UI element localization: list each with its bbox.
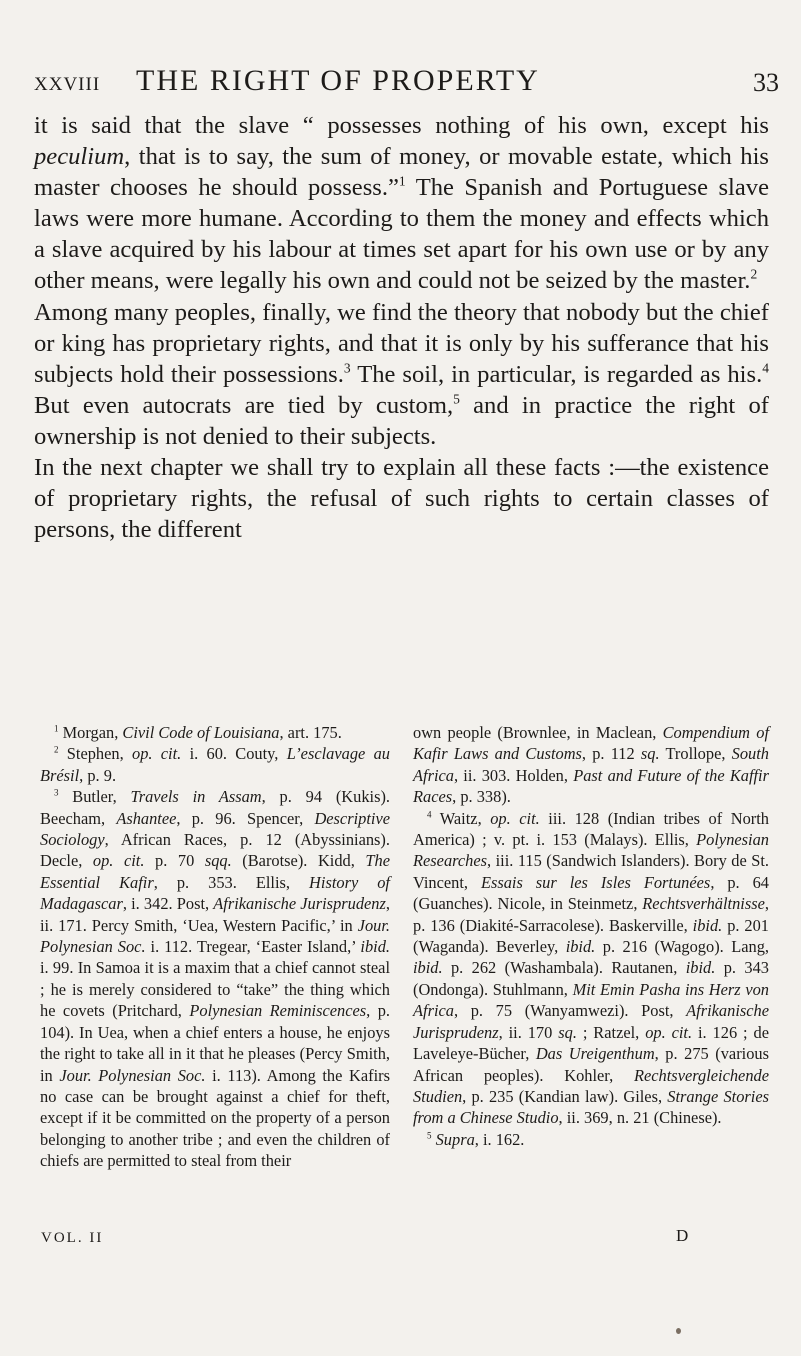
footnote-2: $^2$ Stephen, op. cit. i. 60. Couty, L’esclavage au Brésil, p. 9. <box>40 744 390 785</box>
volume-label: VOL. II <box>41 1230 104 1246</box>
paragraph-3: In the next chapter we shall try to explain all these facts :—the existence of proprietary rights, the refusal of such rights to certain classes of persons, the different <box>34 454 769 544</box>
footnote-ref: 4 <box>762 360 769 376</box>
signature-mark: D <box>676 1226 689 1245</box>
chapter-roman-numeral: XXVIII <box>34 74 101 95</box>
footnote-number: 2 <box>54 745 59 756</box>
footnote-3: $^3$ Butler, Travels in Assam, p. 94 (Kukis). Beecham, Ashantee, p. 96. Spencer, Descriptive Sociology, African Races, p. 12 (Abyssinians). Decle, op. cit. p. 70 sqq. (Barotse). Kidd, The Essential Kafir, p. 353. Ellis, History of Madagascar, i. 342. Post, Afrikanische Jurisprudenz, ii. 171. Percy Smith, ‘Uea, Western Pacific,’ in Jour. Polynesian Soc. i. 112. Tregear, ‘Easter Island,’ ibid. i. 99. In Samoa it is a maxim that a chief cannot steal ; he is merely considered to “take” the thing which he covets (Pritchard, Polynesian Reminiscences, p. 104). In Uea, when a chief enters a house, he enjoys the right to take all in it that he pleases (Percy Smith, in Jour. Polynesian Soc. i. 113). Among the Kafirs no case can be brought against a chief for theft, except if it be committed on the property of a person belonging to another tribe ; and even the children of chiefs are permitted to steal from their <box>40 787 391 1171</box>
footnote-ref: 5 <box>453 391 460 407</box>
footnote-ref: 3 <box>343 360 351 376</box>
footnote-ref: 2 <box>750 267 758 282</box>
footnotes-left-column <box>40 722 390 1172</box>
main-text <box>34 110 769 545</box>
footnote-number: 1 <box>54 723 59 734</box>
footnote-ref: 1 <box>398 173 406 189</box>
footnotes-right-column <box>413 722 769 1150</box>
footnote-1: $^1$ Morgan, Civil Code of Louisiana, art. 175. <box>54 723 342 742</box>
footnote-number: 4 <box>427 809 432 820</box>
paragraph-1: it is said that the slave “ possesses nothing of his own, except his peculium, that is to say, the sum of money, or movable estate, which his master chooses he should possess.”$^1$ The Spanish and Portuguese slave laws were more humane. According to them the money and effects which a slave acquired by his labour at times set apart for his own use or by any other means, were legally his own and could not be seized by the master.$^2$ <box>34 112 769 295</box>
ink-dot <box>676 1328 681 1334</box>
footnote-4: $^4$ Waitz, op. cit. iii. 128 (Indian tribes of North America) ; v. pt. i. 153 (Malays). Ellis, Polynesian Researches, iii. 115 (Sandwich Islanders). Bory de St. Vincent, Essais sur les Isles Fortunées, p. 64 (Guanches). Nicole, in Steinmetz, Rechtsverhältnisse, p. 136 (Diakité-Sarracolese). Baskerville, ibid. p. 201 (Waganda). Beverley, ibid. p. 216 (Wagogo). Lang, ibid. p. 262 (Washambala). Rautanen, ibid. p. 343 (Ondonga). Stuhlmann, Mit Emin Pasha ins Herz von Africa, p. 75 (Wanyamwezi). Post, Afrikanische Jurisprudenz, ii. 170 sq. ; Ratzel, op. cit. i. 126 ; de Laveleye-Bücher, Das Ureigenthum, p. 275 (various African peoples). Kohler, Rechtsvergleichende Studien, p. 235 (Kandian law). Giles, Strange Stories from a Chinese Studio, ii. 369, n. 21 (Chinese). <box>413 808 770 1128</box>
footnote-5: $^5$ Supra, i. 162. <box>427 1129 525 1149</box>
footnote-3-continued: own people (Brownlee, in Maclean, Compendium of Kafir Laws and Customs, p. 112 sq. Trollope, South Africa, ii. 303. Holden, Past and Future of the Kaffir Races, p. 338). <box>413 723 769 807</box>
page-number: 33 <box>753 68 779 97</box>
running-title: THE RIGHT OF PROPERTY <box>136 64 540 97</box>
footnote-number: 3 <box>54 787 59 798</box>
footnote-number: 5 <box>427 1130 432 1141</box>
paragraph-2: Among many peoples, finally, we find the theory that nobody but the chief or king has proprietary rights, and that it is only by his sufferance that his subjects hold their possessions.$^3$ The soil, in particular, is regarded as his.$^4$ But even autocrats are tied by custom,$^5$ and in practice the right of ownership is not denied to their subjects. <box>34 298 769 450</box>
running-header <box>34 64 779 104</box>
